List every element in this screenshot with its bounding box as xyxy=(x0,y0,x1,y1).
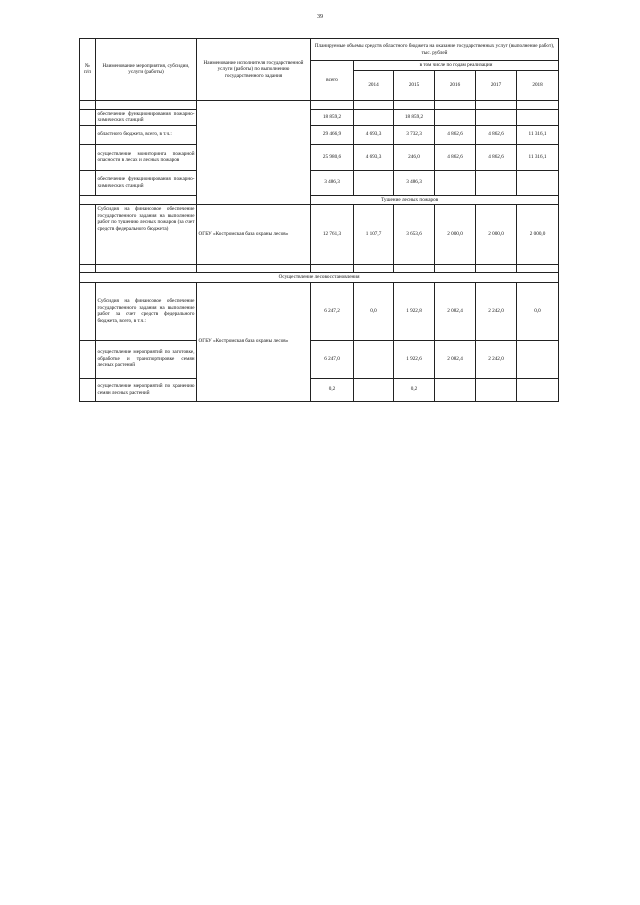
header-num: № п/п xyxy=(80,39,96,101)
row-2017: 4 862,6 xyxy=(476,144,517,170)
row-total: 29 466,9 xyxy=(311,125,354,144)
header-year-2017: 2017 xyxy=(476,70,517,100)
header-planned: Планируемые объемы средств областного бюджета на оказание государственных услуг (выполнение работ), тыс. рублей xyxy=(311,39,559,61)
row-2017: 4 862,6 xyxy=(476,125,517,144)
row-2015: 3 732,3 xyxy=(394,125,435,144)
row-2016: 2 082,4 xyxy=(435,282,476,340)
row-2017 xyxy=(476,378,517,401)
row-2018: 2 000,0 xyxy=(517,205,559,265)
row-2016 xyxy=(435,378,476,401)
header-executor: Наименование исполнителя государственной услуги (работы) по выполнению государственного задания xyxy=(197,39,311,101)
row-2015: 1 922,6 xyxy=(394,340,435,378)
header-name: Наименование мероприятия, субсидии, услуги (работы) xyxy=(96,39,197,101)
header-year-2014: 2014 xyxy=(354,70,394,100)
table-row xyxy=(80,378,559,401)
budget-table xyxy=(79,38,559,402)
row-2018: 11 316,1 xyxy=(517,144,559,170)
row-2018 xyxy=(517,340,559,378)
table-row xyxy=(80,282,559,340)
row-name: Субсидия на финансовое обеспечение государственного задания на выполнение работ по тушению лесных пожаров (за счет средств федерального бюджета) xyxy=(96,205,197,265)
row-2014: 4 693,3 xyxy=(354,125,394,144)
row-executor: ОГБУ «Костромская база охраны лесов» xyxy=(197,205,311,265)
table-spacer-row xyxy=(80,100,559,109)
row-total: 18 859,2 xyxy=(311,109,354,125)
row-2017 xyxy=(476,170,517,195)
row-2017 xyxy=(476,109,517,125)
table-row xyxy=(80,170,559,195)
row-2014 xyxy=(354,378,394,401)
section-title-reforestation: Осуществление лесовосстановления xyxy=(80,273,559,283)
row-2014: 1 107,7 xyxy=(354,205,394,265)
row-2016 xyxy=(435,170,476,195)
row-2016: 4 862,6 xyxy=(435,125,476,144)
row-executor: ОГБУ «Костромская база охраны лесов» xyxy=(197,282,311,401)
row-total: 25 980,6 xyxy=(311,144,354,170)
row-total: 0,2 xyxy=(311,378,354,401)
row-total: 6 247,0 xyxy=(311,340,354,378)
row-2015: 246,0 xyxy=(394,144,435,170)
row-2015: 18 859,2 xyxy=(394,109,435,125)
row-name: Субсидия на финансовое обеспечение государственного задания на выполнение работ за счет средств федерального бюджета, всего, в т.ч.: xyxy=(96,282,197,340)
row-2016: 4 862,6 xyxy=(435,144,476,170)
row-2018: 11 316,1 xyxy=(517,125,559,144)
row-2014 xyxy=(354,170,394,195)
row-name: областного бюджета, всего, в т.ч.: xyxy=(96,125,197,144)
row-total: 3 486,3 xyxy=(311,170,354,195)
row-2014: 0,0 xyxy=(354,282,394,340)
row-2015: 1 922,8 xyxy=(394,282,435,340)
table-row xyxy=(80,340,559,378)
row-name: осуществление мероприятий по хранению семян лесных растений xyxy=(96,378,197,401)
table-row xyxy=(80,109,559,125)
table-row xyxy=(80,144,559,170)
row-2017: 2 242,0 xyxy=(476,282,517,340)
row-2017: 2 000,0 xyxy=(476,205,517,265)
row-name: обеспечение функционирования пожарно-химических станций xyxy=(97,110,195,123)
table-row xyxy=(80,125,559,144)
row-2015: 3 486,3 xyxy=(394,170,435,195)
row-2016: 2 000,0 xyxy=(435,205,476,265)
row-name: осуществление мониторинга пожарной опасности в лесах и лесных пожаров xyxy=(96,144,197,170)
row-2018 xyxy=(517,109,559,125)
row-2016 xyxy=(435,109,476,125)
row-name: обеспечение функционирования пожарно-химических станций xyxy=(96,170,197,195)
row-2014 xyxy=(354,109,394,125)
row-total: 12 761,3 xyxy=(311,205,354,265)
table-row xyxy=(80,205,559,265)
row-name: осуществление мероприятий по заготовке, обработке и транспортировке семян лесных растений xyxy=(96,340,197,378)
row-2016: 2 082,4 xyxy=(435,340,476,378)
header-by-years: в том числе по годам реализации xyxy=(354,61,559,71)
header-year-2016: 2016 xyxy=(435,70,476,100)
section-title-fires: Тушение лесных пожаров xyxy=(311,195,559,205)
row-2018 xyxy=(517,378,559,401)
page-number: 39 xyxy=(317,14,323,20)
header-year-2015: 2015 xyxy=(394,70,435,100)
row-2018 xyxy=(517,170,559,195)
header-year-2018: 2018 xyxy=(517,70,559,100)
row-2015: 3 653,6 xyxy=(394,205,435,265)
row-2017: 2 242,0 xyxy=(476,340,517,378)
row-2015: 0,2 xyxy=(394,378,435,401)
row-total: 6 247,2 xyxy=(311,282,354,340)
row-2014 xyxy=(354,340,394,378)
header-total: всего xyxy=(311,61,354,101)
row-2014: 4 693,3 xyxy=(354,144,394,170)
row-2018: 0,0 xyxy=(517,282,559,340)
